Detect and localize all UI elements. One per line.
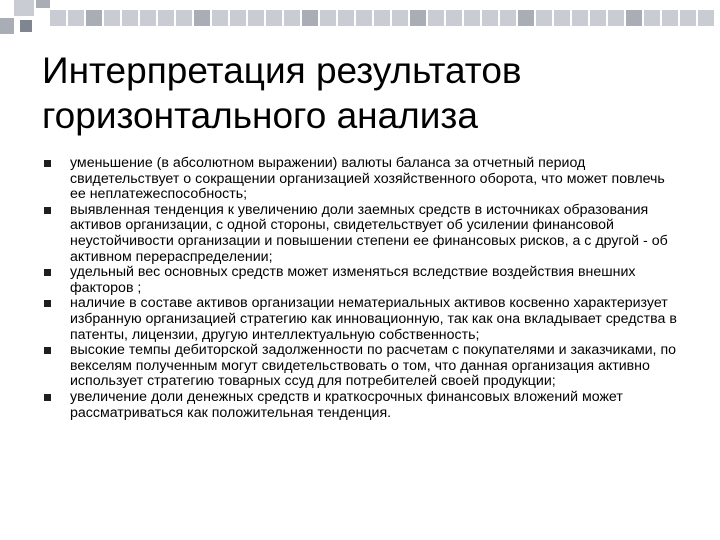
decor-tile [482, 10, 498, 26]
decor-square [36, 0, 50, 8]
list-item [42, 265, 682, 296]
decor-tile [662, 10, 678, 26]
list-item [42, 343, 682, 390]
list-item [42, 390, 682, 421]
decor-tile [284, 10, 300, 26]
decor-tile [644, 10, 660, 26]
list-item [42, 296, 682, 343]
decor-tile [500, 10, 516, 26]
decor-tile [356, 10, 372, 26]
slide-title [42, 48, 682, 138]
decor-tile [338, 10, 354, 26]
decor-tile [68, 10, 84, 26]
decor-tile [230, 10, 246, 26]
decor-tile [608, 10, 624, 26]
decor-tile [446, 10, 462, 26]
list-item [42, 203, 682, 265]
decor-tile [374, 10, 390, 26]
square-bullet-icon [44, 160, 51, 167]
decor-tile [248, 10, 264, 26]
square-bullet-icon [44, 300, 51, 307]
decor-tile [140, 10, 156, 26]
header-decoration [0, 0, 720, 40]
decor-tile [626, 10, 642, 26]
list-item-text: высокие темпы дебиторской задолженности по расчетам с покупателями и заказчиками, по векселям полученным могут свидетельствовать о том, что данная организация активно использует стратегию товарных ссуд для потребителей своей продукции; [70, 342, 677, 390]
decor-tile [464, 10, 480, 26]
decor-tile [518, 10, 534, 26]
decor-tile [122, 10, 138, 26]
decor-tile [50, 10, 66, 26]
decor-square [20, 20, 32, 32]
decor-square [14, 0, 34, 16]
decor-tile [104, 10, 120, 26]
slide-title-line-2: горизонтального анализа [42, 95, 478, 136]
decor-tile [536, 10, 552, 26]
decor-tile [590, 10, 606, 26]
decor-tile [194, 10, 210, 26]
decor-tile [320, 10, 336, 26]
decor-tile [680, 10, 696, 26]
square-bullet-icon [44, 207, 51, 214]
list-item-text: удельный вес основных средств может изменяться вследствие воздействия внешних факторов ; [70, 264, 636, 296]
slide-title-line-1: Интерпретация результатов [42, 50, 522, 91]
decor-tile [212, 10, 228, 26]
decor-tile-row [50, 10, 720, 26]
square-bullet-icon [44, 347, 51, 354]
decor-tile [698, 10, 714, 26]
list-item-text: выявленная тенденция к увеличению доли заемных средств в источниках образования активов организации, с одной стороны, свидетельствует об усилении финансовой неустойчивости организации и повышении степени ее финансовых рисков, а с другой - об активном перераспределении; [70, 201, 668, 265]
decor-tile [572, 10, 588, 26]
decor-tile [410, 10, 426, 26]
decor-tile [428, 10, 444, 26]
list-item-text: наличие в составе активов организации нематериальных активов косвенно характеризует избранную организацией стратегию как инновационную, так как она вкладывает средства в патенты, лицензии, другую интеллектуальную собственность; [70, 295, 677, 343]
decor-tile [86, 10, 102, 26]
list-item-text: увеличение доли денежных средств и краткосрочных финансовых вложений может рассматриваться как положительная тенденция. [70, 388, 623, 421]
decor-square [0, 18, 14, 34]
decor-tile [392, 10, 408, 26]
list-item [42, 156, 682, 203]
decor-tile [176, 10, 192, 26]
bullet-list [42, 156, 682, 421]
decor-tile [302, 10, 318, 26]
square-bullet-icon [44, 269, 51, 276]
decor-tile [266, 10, 282, 26]
decor-tile [158, 10, 174, 26]
list-item-text: уменьшение (в абсолютном выражении) валюты баланса за отчетный период свидетельствует о сокращении организацией хозяйственного оборота, что может повлечь ее неплатежеспособность; [70, 155, 665, 203]
decor-tile [554, 10, 570, 26]
square-bullet-icon [44, 394, 51, 401]
